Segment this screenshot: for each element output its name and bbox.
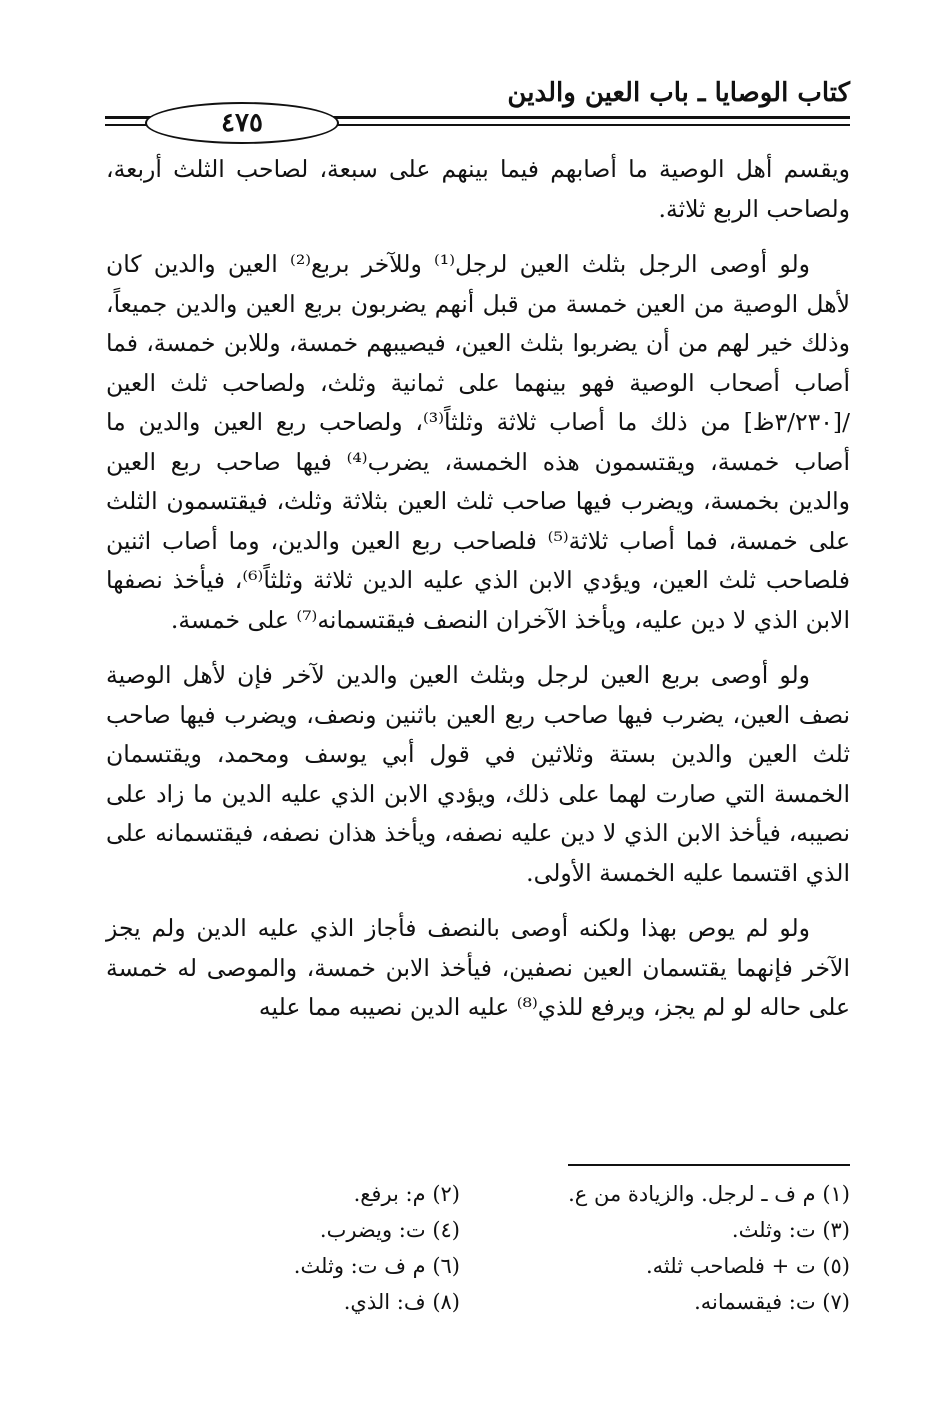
paragraph: ولو أوصى بربع العين لرجل وبثلث العين والدين لآخر فإن لأهل الوصية نصف العين، يضرب فيها صاحب ربع العين باثنين ونصف، ويضرب فيها صاحب ثلث العين والدين بستة وثلاثين في قول أبي يوسف ومحمد، ويقتسمان الخمسة التي صارت لهما على ذلك، ويؤدي الابن الذي عليه الدين ما زاد على نصيبه، فيأخذ الابن الذي لا دين عليه نصفه، ويأخذ هذان نصفه، فيقتسمانه على الذي اقتسما عليه الخمسة الأولى.: [106, 661, 850, 887]
footnote-6: (٦) م ف ت: وثلث.: [293, 1254, 460, 1278]
footnote-separator: [568, 1164, 850, 1166]
footnotes: [90, 1176, 850, 1320]
paragraph: ولو أوصى الرجل بثلث العين لرجل⁽¹⁾ وللآخر بربع⁽²⁾ العين والدين كان لأهل الوصية من العين خمسة من قبل أنهم يضربون بربع العين والدين جميعاً، وذلك خير لهم من أن يضربوا بثلث العين، فيصيبهم خمسة، وللابن خمسة، فما أصاب أصحاب الوصية فهو بينهما على ثمانية وثلث، ولصاحب ثلث العين /[٣/٢٣٠ظ] من ذلك ما أصاب ثلاثة وثلثاً⁽³⁾، ولصاحب ربع العين والدين ما أصاب خمسة، ويقتسمون هذه الخمسة، يضرب⁽⁴⁾ فيها صاحب ربع العين والدين بخمسة، ويضرب فيها صاحب ثلث العين بثلاثة وثلث، فيقتسمون الثلث على خمسة، فما أصاب ثلاثة⁽⁵⁾ فلصاحب ربع العين والدين، وما أصاب اثنين فلصاحب ثلث العين، ويؤدي الابن الذي عليه الدين ثلاثة وثلثاً⁽⁶⁾، فيأخذ نصفها الابن الذي لا دين عليه، ويأخذ الآخران النصف فيقتسمانه⁽⁷⁾ على خمسة.: [106, 250, 851, 634]
footnote-3: (٣) ت: وثلث.: [731, 1218, 850, 1242]
main-text: [106, 150, 850, 1044]
footnote-7: (٧) ت: فيقسمانه.: [694, 1290, 850, 1314]
footnote-1: (١) م ف ـ لرجل. والزيادة من ع.: [568, 1182, 850, 1206]
footnote-5: (٥) ت + فلصاحب ثلثه.: [645, 1254, 850, 1278]
running-header-title: كتاب الوصايا ـ باب العين والدين: [507, 78, 850, 108]
paragraph: ويقسم أهل الوصية ما أصابهم فيما بينهم على سبعة، لصاحب الثلث أربعة، ولصاحب الربع ثلاثة.: [106, 155, 850, 223]
header-rule: [105, 108, 850, 138]
footnote-4: (٤) ت: ويضرب.: [319, 1218, 460, 1242]
footnote-8: (٨) ف: الذي.: [343, 1290, 460, 1314]
paragraph: ولو لم يوص بهذا ولكنه أوصى بالنصف فأجاز الذي عليه الدين ولم يجز الآخر فإنهما يقتسمان العين نصفين، فيأخذ الابن خمسة، والموصى له خمسة على حاله لو لم يجز، ويرفع للذي⁽⁸⁾ عليه الدين نصيبه مما عليه: [106, 914, 850, 1021]
footnote-2: (٢) م: برفع.: [353, 1182, 460, 1206]
page-number: ٤٧٥: [145, 102, 339, 144]
